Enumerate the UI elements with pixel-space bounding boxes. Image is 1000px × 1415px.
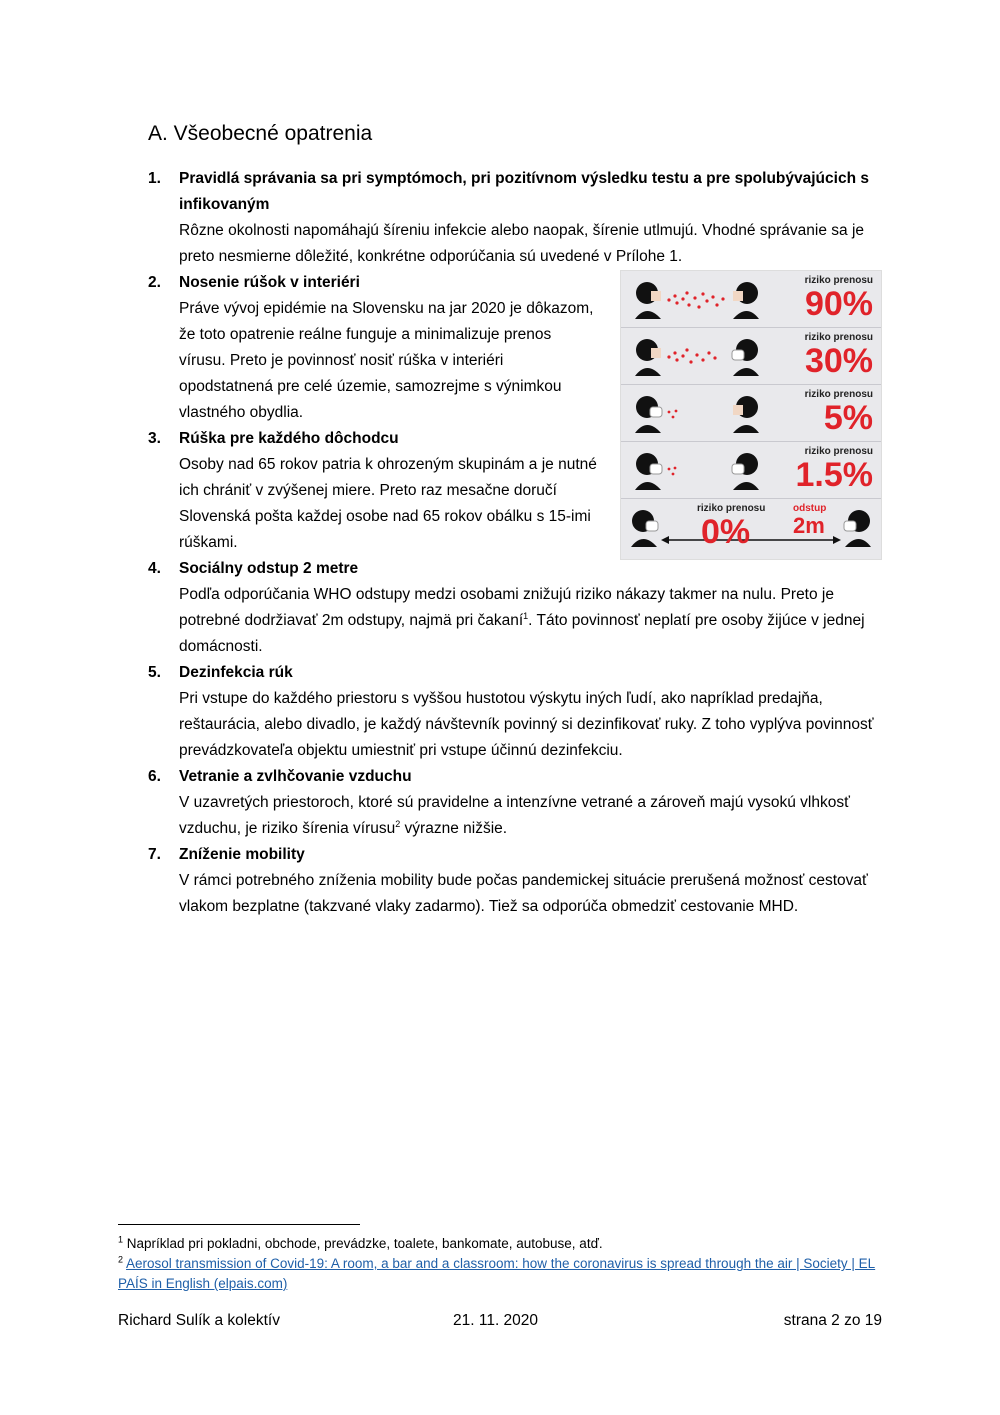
item-title: Nosenie rúšok v interiéri xyxy=(179,274,360,291)
risk-row-both-masks xyxy=(621,442,881,499)
mask-risk-infographic xyxy=(620,270,882,560)
item-number: 3. xyxy=(148,430,161,447)
droplets-icon xyxy=(665,399,729,429)
footnote-text: Napríklad pri pokladni, obchode, prevádzke, toalete, bankomate, autobuse, atď. xyxy=(123,1236,603,1251)
item-number: 2. xyxy=(148,274,161,291)
item-title: Zníženie mobility xyxy=(179,846,305,863)
droplets-icon xyxy=(665,285,729,315)
masked-person-icon xyxy=(729,450,763,490)
item-body: Osoby nad 65 rokov patria k ohrozeným skupinám a je nutné ich chrániť v zvýšenej miere. Preto raz mesačne doručí Slovenská pošta každej osobe nad 65 rokov obálku s 15-imi rúškami. xyxy=(179,456,597,551)
item-title: Pravidlá správania sa pri symptómoch, pri pozitívnom výsledku testu a pre spolubývajúcich s infikovaným xyxy=(179,170,869,213)
risk-row-no-masks xyxy=(621,271,881,328)
risk-row-receiver-mask xyxy=(621,328,881,385)
footnote-1 xyxy=(118,1234,878,1254)
footer-page-number: strana 2 zo 19 xyxy=(783,1312,882,1329)
item-body: Pri vstupe do každého priestoru s vyššou hustotou výskytu iných ľudí, ako napríklad predajňa, reštaurácia, alebo divadlo, je každý návštevník povinný si dezinfikovať ruky. Z toho vyplýva povinnosť prevádzkovateľa objektu umiestniť pri vstupe účinnú dezinfekciu. xyxy=(179,690,874,759)
list-item-5 xyxy=(148,660,888,764)
masked-person-icon xyxy=(627,507,661,547)
masked-person-icon xyxy=(841,507,875,547)
risk-label: riziko prenosu xyxy=(804,389,873,400)
distance-label: odstup xyxy=(793,503,827,514)
risk-label: riziko prenosu xyxy=(804,275,873,286)
footer-date: 21. 11. 2020 xyxy=(453,1312,539,1329)
risk-label: riziko prenosu xyxy=(804,332,873,343)
item-body-text: výrazne nižšie. xyxy=(400,820,508,837)
person-head-icon xyxy=(631,336,665,376)
person-head-icon xyxy=(631,279,665,319)
person-head-icon xyxy=(729,393,763,433)
risk-percentage: 5% xyxy=(823,399,873,437)
item-body: Práve vývoj epidémie na Slovensku na jar 2020 je dôkazom, že toto opatrenie reálne funguje a minimalizuje prenos vírusu. Preto je povinnosť nosiť rúška v interiéri opodstatnená pre celé územie, samozrejme s výnimkou vlastného obydlia. xyxy=(179,300,594,421)
risk-row-sender-mask xyxy=(621,385,881,442)
distance-value: 2m xyxy=(793,513,825,538)
droplets-icon xyxy=(665,342,729,372)
item-body xyxy=(179,582,888,660)
footnote-separator xyxy=(118,1224,360,1225)
item-body-text: V uzavretých priestoroch, ktoré sú pravidelne a intenzívne vetrané a zároveň majú vysokú vlhkosť vzduchu, je riziko šírenia vírusu xyxy=(179,794,850,837)
footnote-mark: 2 xyxy=(118,1254,124,1265)
masked-person-icon xyxy=(729,336,763,376)
list-item-4 xyxy=(148,556,888,660)
item-body xyxy=(179,790,888,842)
item-body-text: Podľa odporúčania WHO odstupy medzi osobami znižujú riziko nákazy takmer na nulu. Preto je potrebné dodržiavať 2m odstupy, najmä pri čakaní xyxy=(179,586,834,629)
footnotes xyxy=(118,1234,878,1294)
footer-author: Richard Sulík a kolektív xyxy=(118,1312,280,1329)
item-number: 6. xyxy=(148,768,161,785)
item-number: 7. xyxy=(148,846,161,863)
risk-row-distance xyxy=(621,499,881,559)
list-item-7 xyxy=(148,842,888,920)
item-body: Rôzne okolnosti napomáhajú šíreniu infekcie alebo naopak, šírenie utlmujú. Vhodné správanie sa je preto nesmierne dôležité, konkrétne odporúčania sú uvedené v Prílohe 1. xyxy=(179,222,865,265)
risk-percentage: 1.5% xyxy=(795,456,873,494)
item-title: Rúška pre každého dôchodcu xyxy=(179,430,399,447)
footnote-mark: 1 xyxy=(118,1234,124,1245)
footnote-ref: 1 xyxy=(523,610,529,621)
item-number: 1. xyxy=(148,170,161,187)
masked-person-icon xyxy=(631,450,665,490)
droplets-icon xyxy=(665,456,729,486)
footnote-ref: 2 xyxy=(395,818,401,829)
footnote-source-link[interactable]: Aerosol transmission of Covid-19: A room, a bar and a classroom: how the coronavirus is spread through the air | Society | EL PAÍS in English (elpais.com) xyxy=(118,1256,876,1291)
person-head-icon xyxy=(729,279,763,319)
risk-percentage: 30% xyxy=(804,342,873,380)
item-title: Dezinfekcia rúk xyxy=(179,664,293,681)
risk-label: riziko prenosu xyxy=(697,503,766,514)
item-title: Sociálny odstup 2 metre xyxy=(179,560,359,577)
risk-percentage: 90% xyxy=(804,285,873,323)
footnote-2 xyxy=(118,1254,878,1294)
masked-person-icon xyxy=(631,393,665,433)
list-item-1 xyxy=(148,166,888,270)
item-number: 5. xyxy=(148,664,161,681)
list-item-6 xyxy=(148,764,888,842)
risk-percentage: 0% xyxy=(701,513,751,551)
item-body-text: . Táto povinnosť neplatí pre osoby žijúce v jednej domácnosti. xyxy=(179,612,865,655)
risk-label: riziko prenosu xyxy=(804,446,873,457)
item-body: V rámci potrebného zníženia mobility bude počas pandemickej situácie prerušená možnosť cestovať vlakom bezplatne (takzvané vlaky zadarmo). Tiež sa odporúča obmedziť cestovanie MHD. xyxy=(179,872,868,915)
item-number: 4. xyxy=(148,560,161,577)
section-heading: A. Všeobecné opatrenia xyxy=(148,122,373,145)
item-title: Vetranie a zvlhčovanie vzduchu xyxy=(179,768,412,785)
